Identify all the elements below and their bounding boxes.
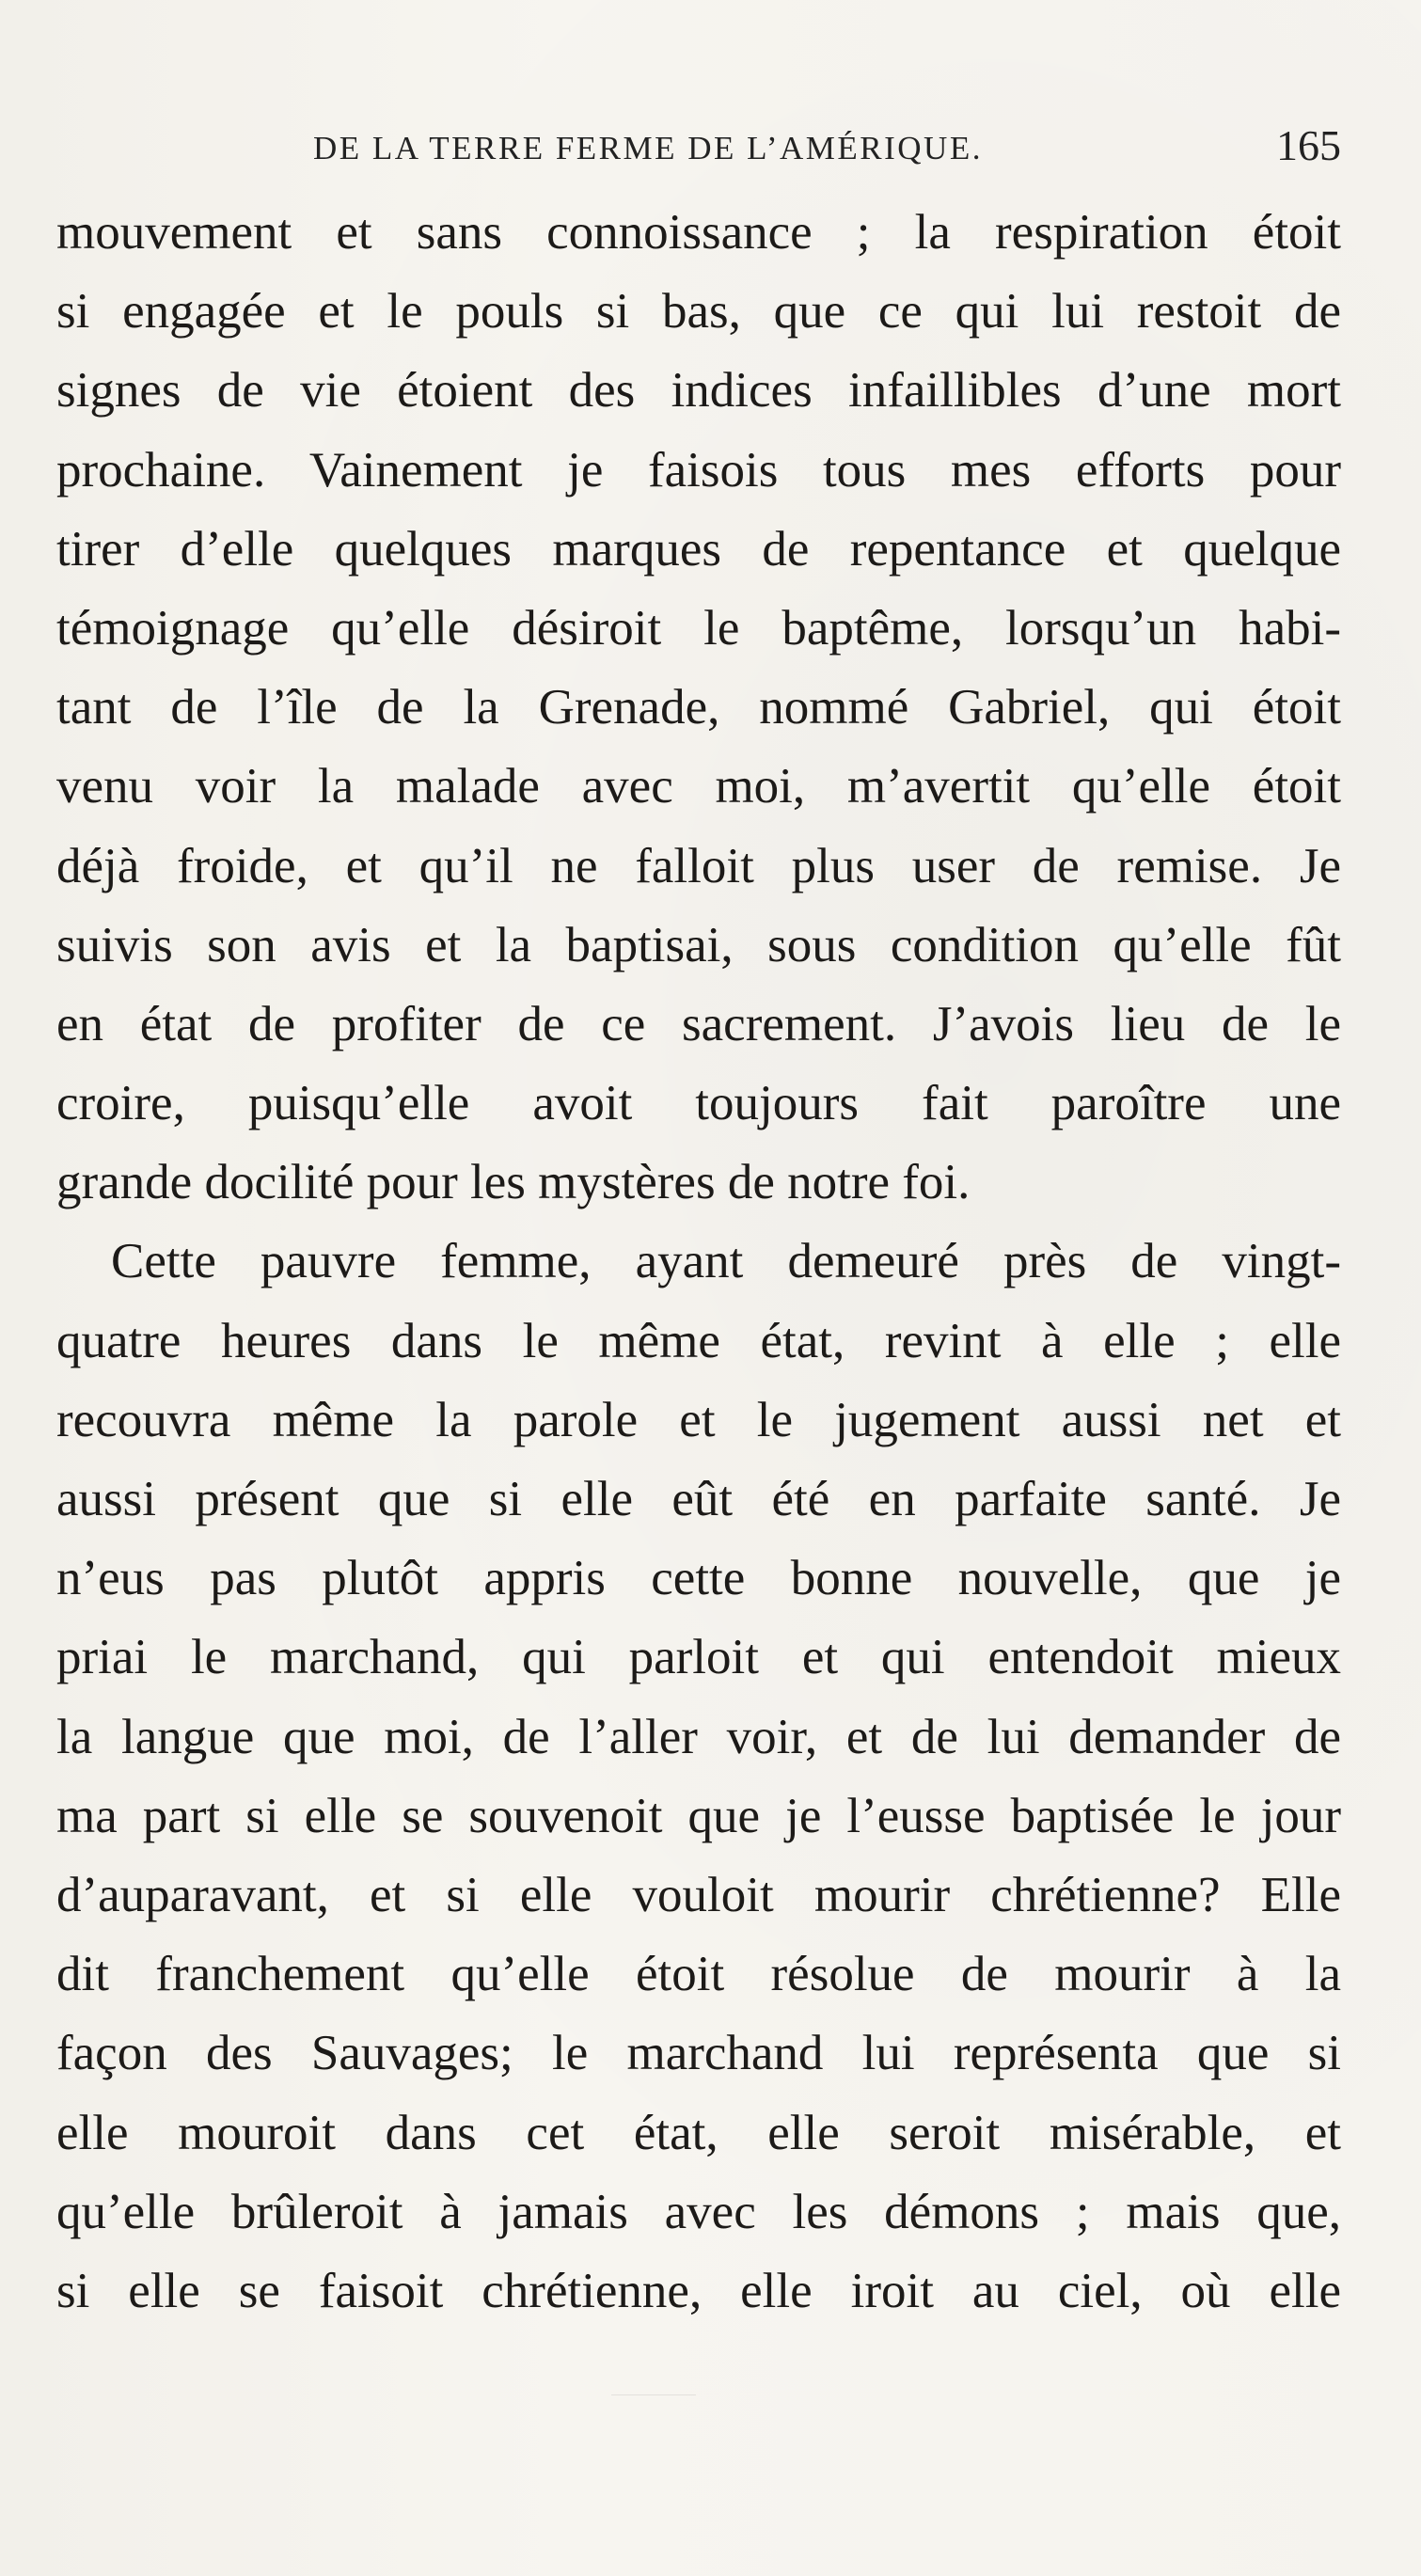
text-line: venu voir la malade avec moi, m’avertit qu’elle étoit [56, 759, 1341, 814]
text-line: croire, puisqu’elle avoit toujours fait paroître une [56, 1076, 1341, 1131]
text-line: en état de profiter de ce sacrement. J’avois lieu de le [56, 996, 1341, 1051]
text-line: tant de l’île de la Grenade, nommé Gabriel, qui étoit [56, 680, 1341, 735]
text-line: n’eus pas plutôt appris cette bonne nouvelle, que je [56, 1551, 1341, 1606]
text-line: tirer d’elle quelques marques de repentance et quelque [56, 521, 1341, 577]
page-number: 165 [1276, 121, 1341, 169]
text-line: mouvement et sans connoissance ; la respiration étoit [56, 205, 1341, 260]
text-line: la langue que moi, de l’aller voir, et de lui demander de [56, 1709, 1341, 1764]
text-line: qu’elle brûleroit à jamais avec les démons ; mais que, [56, 2184, 1341, 2239]
page-smudge [611, 2394, 696, 2395]
text-line: priai le marchand, qui parloit et qui entendoit mieux [56, 1630, 1341, 1685]
text-line: suivis son avis et la baptisai, sous condition qu’elle fût [56, 917, 1341, 972]
text-line: dit franchement qu’elle étoit résolue de mourir à la [56, 1947, 1341, 2002]
text-line: façon des Sauvages; le marchand lui représenta que si [56, 2026, 1341, 2081]
text-line: elle mouroit dans cet état, elle seroit misérable, et [56, 2105, 1341, 2160]
body-text [56, 193, 1341, 2331]
text-line: prochaine. Vainement je faisois tous mes efforts pour [56, 442, 1341, 498]
running-head: DE LA TERRE FERME DE L’AMÉRIQUE. [313, 130, 983, 166]
text-line: ma part si elle se souvenoit que je l’eusse baptisée le jour [56, 1788, 1341, 1843]
text-line: déjà froide, et qu’il ne falloit plus user de remise. Je [56, 838, 1341, 893]
text-line: témoignage qu’elle désiroit le baptême, lorsqu’un habi- [56, 600, 1341, 656]
text-line: si engagée et le pouls si bas, que ce qui lui restoit de [56, 284, 1341, 340]
page-header [55, 120, 1341, 177]
text-line: signes de vie étoient des indices infaillibles d’une mort [56, 363, 1341, 419]
text-line: d’auparavant, et si elle vouloit mourir chrétienne? Elle [56, 1867, 1341, 1922]
text-line: recouvra même la parole et le jugement aussi net et [56, 1392, 1341, 1447]
text-line: Cette pauvre femme, ayant demeuré près de vingt- [111, 1234, 1341, 1289]
text-line: quatre heures dans le même état, revint à elle ; elle [56, 1313, 1341, 1368]
text-line: grande docilité pour les mystères de notre foi. [56, 1155, 971, 1210]
text-line: aussi présent que si elle eût été en parfaite santé. Je [56, 1472, 1341, 1526]
text-line: si elle se faisoit chrétienne, elle iroit au ciel, où elle [56, 2263, 1341, 2318]
